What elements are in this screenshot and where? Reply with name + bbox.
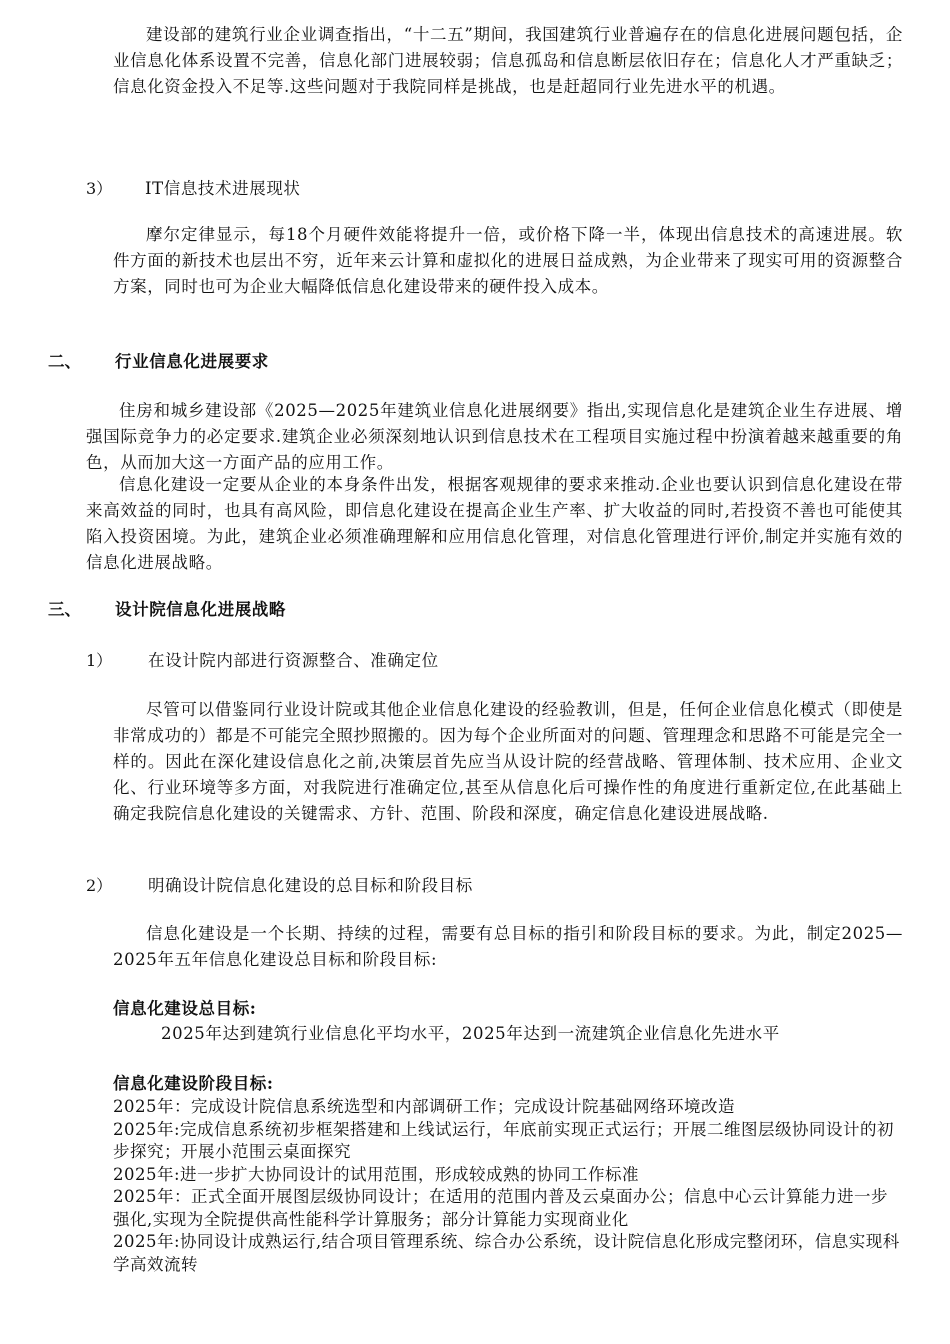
subsection-title: 在设计院内部进行资源整合、准确定位 bbox=[148, 651, 439, 670]
stage-goal-item: 2025年：正式全面开展图层级协同设计；在适用的范围内普及云桌面办公；信息中心云计算能力进一步强化,实现为全院提供高性能科学计算服务；部分计算能力实现商业化 bbox=[113, 1187, 888, 1229]
section-title: 设计院信息化进展战略 bbox=[115, 600, 286, 619]
sub2-paragraph: 信息化建设是一个长期、持续的过程，需要有总目标的指引和阶段目标的要求。为此，制定2025—2025年五年信息化建设总目标和阶段目标: bbox=[113, 924, 903, 969]
stage-goal-item: 2025年:完成信息系统初步框架搭建和上线试运行，年底前实现正式运行；开展二维图层级协同设计的初步探究；开展小范围云桌面探究 bbox=[113, 1119, 895, 1161]
subsection-number: 2） bbox=[86, 876, 113, 895]
stage-goal-item: 2025年：完成设计院信息系统选型和内部调研工作；完成设计院基础网络环境改造 bbox=[113, 1097, 735, 1116]
overall-goal-text: 2025年达到建筑行业信息化平均水平，2025年达到一流建筑企业信息化先进水平 bbox=[161, 1024, 780, 1043]
sub1-paragraph: 尽管可以借鉴同行业设计院或其他企业信息化建设的经验教训，但是，任何企业信息化模式（即使是非常成功的）都是不可能完全照抄照搬的。因为每个企业所面对的问题、管理理念和思路不可能是完全一样的。因此在深化建设信息化之前,决策层首先应当从设计院的经营战略、管理体制、技术应用、企业文化、行业环境等多方面，对我院进行准确定位,甚至从信息化后可操作性的角度进行重新定位,在此基础上确定我院信息化建设的关键需求、方针、范围、阶段和深度，确定信息化建设进展战略. bbox=[113, 700, 903, 823]
subsection-title: IT信息技术进展现状 bbox=[145, 179, 301, 198]
intro-paragraph: 建设部的建筑行业企业调查指出，“十二五”期间，我国建筑行业普遍存在的信息化进展问题包括，企业信息化体系设置不完善，信息化部门进展较弱；信息孤岛和信息断层依旧存在；信息化人才严重缺乏；信息化资金投入不足等.这些问题对于我院同样是挑战，也是赶超同行业先进水平的机遇。 bbox=[113, 25, 903, 96]
stage-goal-item: 2025年:协同设计成熟运行,结合项目管理系统、综合办公系统，设计院信息化形成完整闭环，信息实现科学高效流转 bbox=[113, 1232, 900, 1274]
section-number: 二、 bbox=[48, 352, 81, 371]
section-title: 行业信息化进展要求 bbox=[115, 352, 269, 371]
section-number: 三、 bbox=[48, 600, 81, 619]
section2-paragraph-1: 住房和城乡建设部《2025—2025年建筑业信息化进展纲要》指出,实现信息化是建筑企业生存进展、增强国际竞争力的必定要求.建筑企业必须深刻地认识到信息技术在工程项目实施过程中扮演着越来越重要的角色，从而加大这一方面产品的应用工作。 bbox=[86, 401, 903, 472]
subsection-number: 3） bbox=[86, 179, 113, 198]
section2-paragraph-2: 信息化建设一定要从企业的本身条件出发，根据客观规律的要求来推动.企业也要认识到信息化建设在带来高效益的同时，也具有高风险，即信息化建设在提高企业生产率、扩大收益的同时,若投资不善也可能使其陷入投资困境。为此，建筑企业必须准确理解和应用信息化管理，对信息化管理进行评价,制定并实施有效的信息化进展战略。 bbox=[86, 475, 903, 572]
it-paragraph: 摩尔定律显示，每18个月硬件效能将提升一倍，或价格下降一半，体现出信息技术的高速进展。软件方面的新技术也层出不穷，近年来云计算和虚拟化的进展日益成熟，为企业带来了现实可用的资源整合方案，同时也可为企业大幅降低信息化建设带来的硬件投入成本。 bbox=[113, 225, 903, 296]
stage-goals-list bbox=[113, 1096, 903, 1276]
subsection-number: 1） bbox=[86, 651, 113, 670]
subsection-title: 明确设计院信息化建设的总目标和阶段目标 bbox=[148, 876, 473, 895]
stage-goal-label: 信息化建设阶段目标: bbox=[113, 1074, 274, 1093]
stage-goal-item: 2025年:进一步扩大协同设计的试用范围，形成较成熟的协同工作标准 bbox=[113, 1164, 640, 1184]
overall-goal-label: 信息化建设总目标: bbox=[113, 999, 257, 1018]
